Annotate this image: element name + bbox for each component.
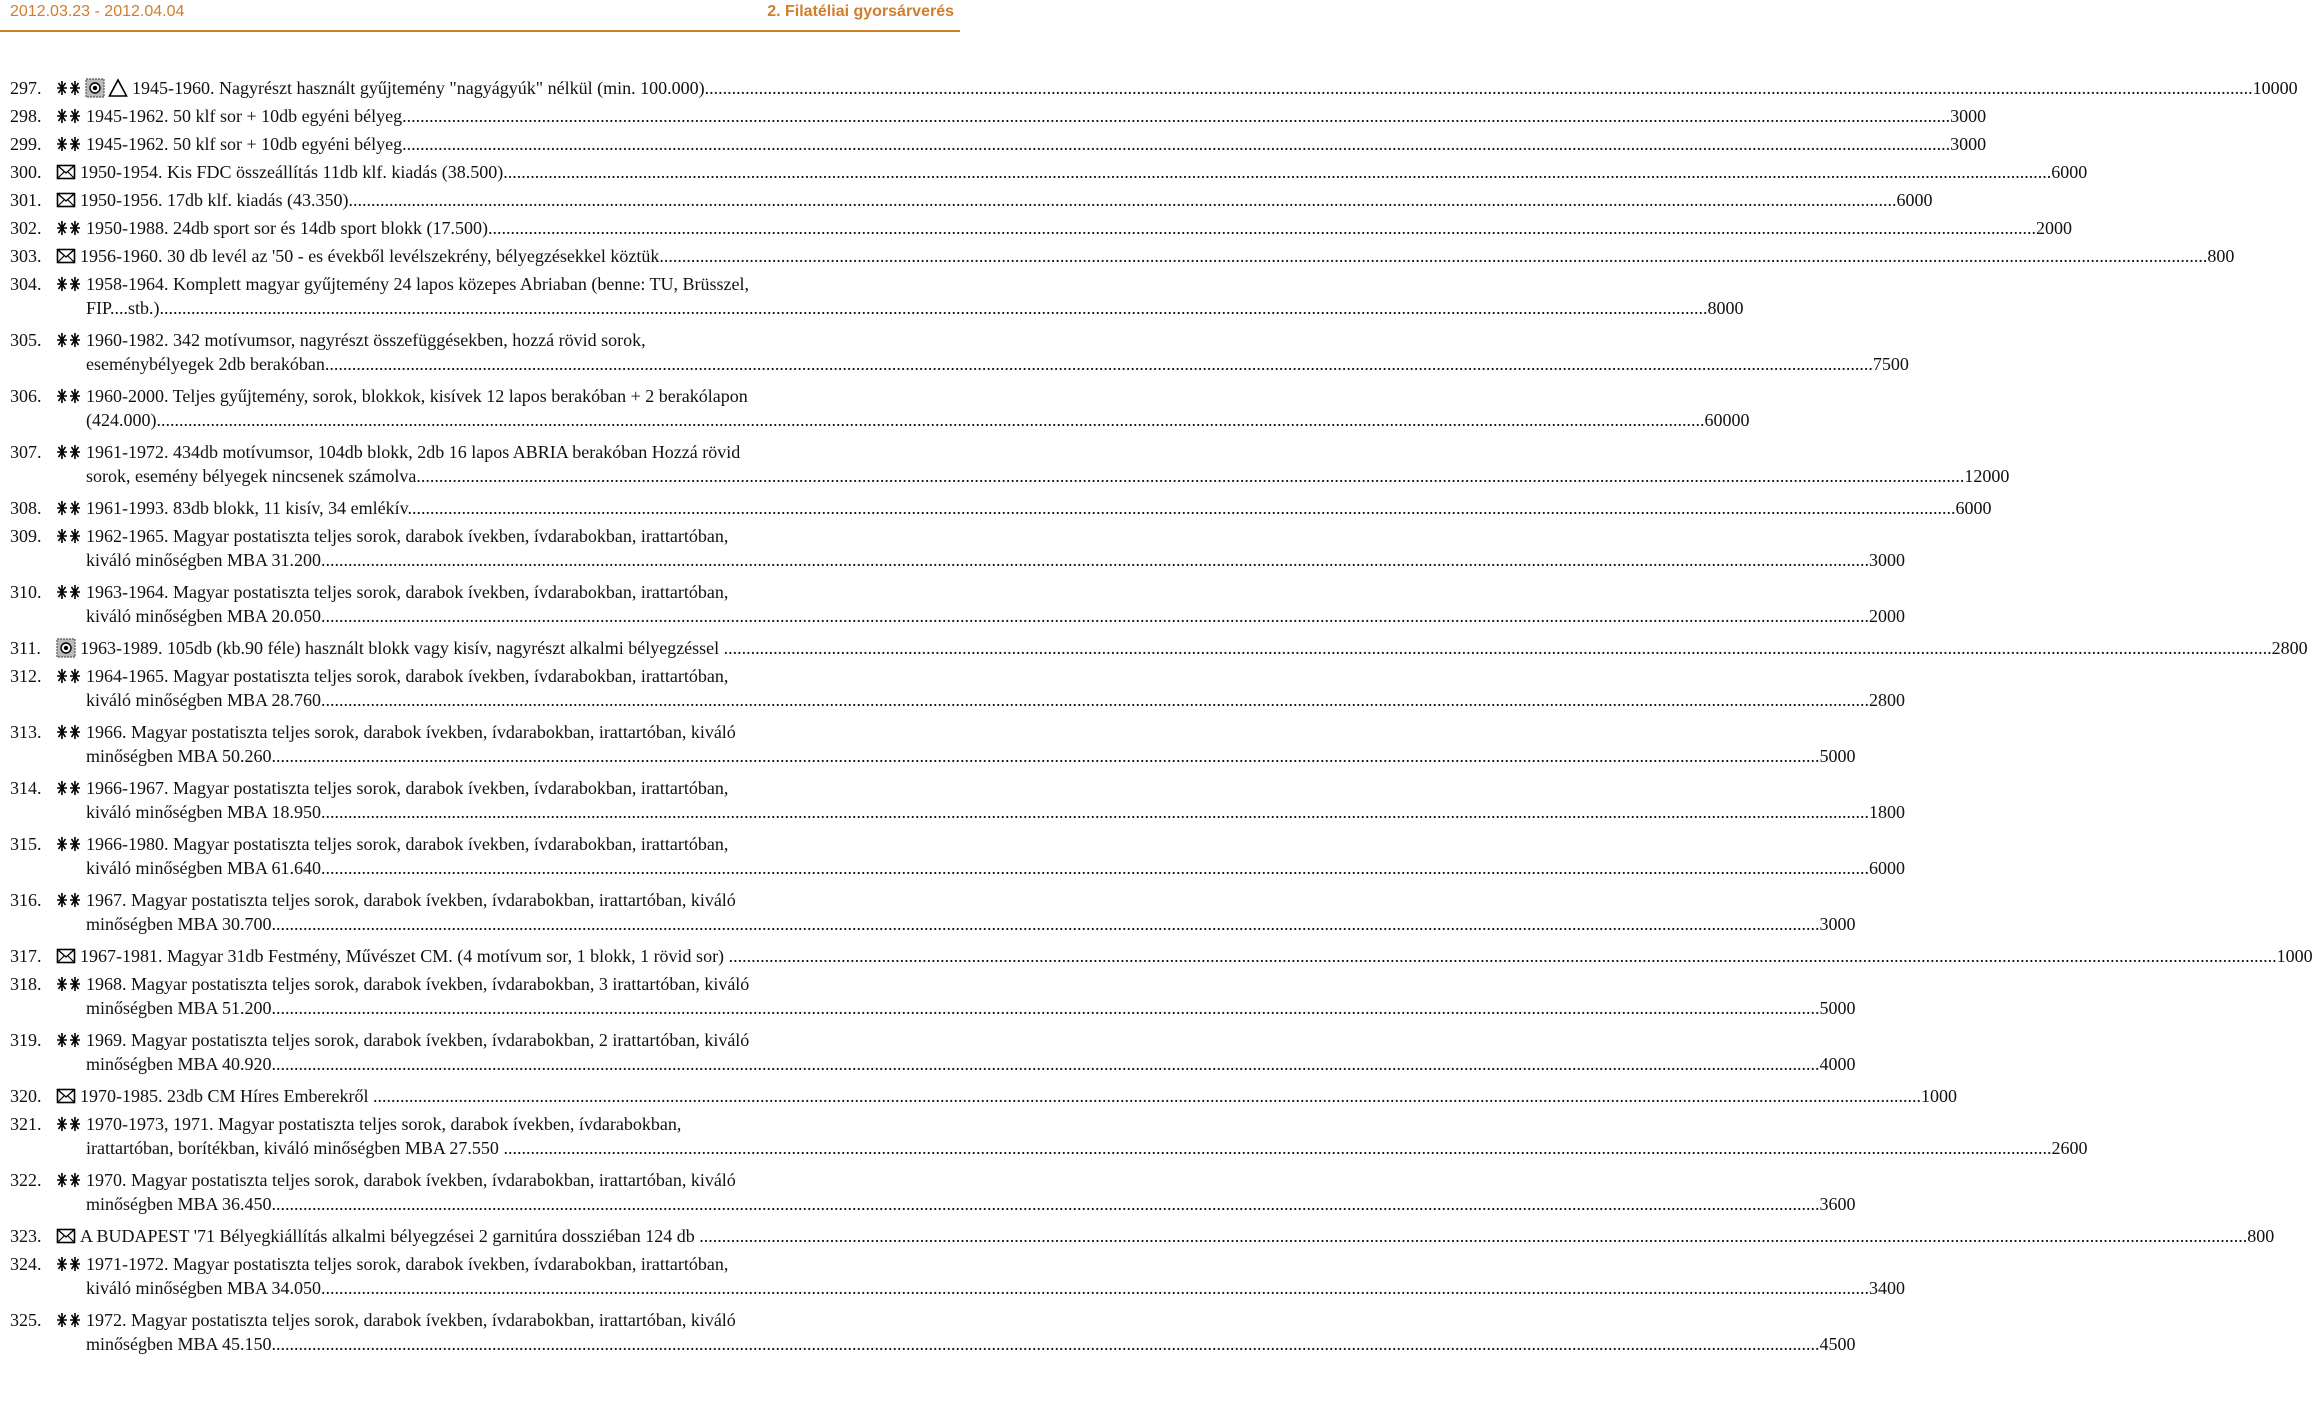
lot-condition-icons	[54, 832, 82, 856]
lot-description	[80, 160, 2087, 184]
lot-description-line: 1969. Magyar postatiszta teljes sorok, darabok ívekben, ívdarabokban, 2 irattartóban, kiváló	[86, 1030, 750, 1050]
dot-leader	[321, 802, 1869, 822]
lot-item	[10, 1224, 2275, 1248]
lot-description-text: kiváló minőségben MBA 61.640	[86, 858, 321, 878]
lot-price-line	[80, 188, 1932, 212]
lot-number: 319.	[10, 1030, 42, 1050]
dot-leader	[272, 914, 1820, 934]
lot-item	[10, 1168, 1856, 1216]
lot-starting-price: 1800	[1869, 802, 1905, 822]
lot-condition-icons	[54, 76, 128, 100]
lot-description-text: minőségben MBA 36.450	[86, 1194, 272, 1214]
lot-description-text: minőségben MBA 45.150	[86, 1334, 272, 1354]
lot-number: 311.	[10, 638, 41, 658]
lot-item	[10, 1308, 1856, 1356]
dot-leader	[402, 106, 1950, 126]
lot-price-line	[86, 1276, 1905, 1300]
dot-leader	[321, 606, 1869, 626]
lot-item	[10, 104, 1987, 128]
lot-condition-icons	[54, 1168, 82, 1192]
lot-condition-icons	[54, 664, 82, 688]
lot-item	[10, 272, 1744, 320]
lot-price-line	[86, 856, 1905, 880]
lot-description	[80, 1224, 2274, 1248]
lot-price-line	[86, 744, 1856, 768]
lot-description-line: 1966-1980. Magyar postatiszta teljes sorok, darabok ívekben, ívdarabokban, irattartóban,	[86, 834, 729, 854]
lot-number: 298.	[10, 106, 42, 126]
mint-stamps-icon	[56, 134, 82, 154]
dot-leader	[272, 1194, 1820, 1214]
lot-description	[86, 888, 1856, 936]
lot-description	[80, 636, 2308, 660]
lot-description	[86, 216, 2072, 240]
lot-description-text: kiváló minőségben MBA 18.950	[86, 802, 321, 822]
lot-description	[80, 244, 2234, 268]
dot-leader	[272, 998, 1820, 1018]
lot-item	[10, 384, 1750, 432]
lot-description-text: minőségben MBA 30.700	[86, 914, 272, 934]
lot-starting-price: 5000	[1819, 998, 1856, 1018]
lot-price-line	[86, 496, 1991, 520]
lot-item	[10, 1028, 1856, 1076]
lot-starting-price: 800	[2207, 246, 2235, 266]
envelope-icon	[56, 946, 76, 966]
lot-number: 317.	[10, 946, 42, 966]
lot-starting-price: 2800	[1869, 690, 1905, 710]
lot-description	[86, 1308, 1856, 1356]
header-divider	[0, 30, 960, 32]
lot-number: 305.	[10, 330, 42, 350]
lot-item	[10, 776, 1905, 824]
lot-number: 323.	[10, 1226, 42, 1246]
dot-leader	[321, 550, 1869, 570]
lot-description	[86, 1168, 1856, 1216]
lot-starting-price: 4000	[1819, 1054, 1856, 1074]
lot-description-text: kiváló minőségben MBA 31.200	[86, 550, 321, 570]
lot-description-text: (424.000)	[86, 410, 157, 430]
lot-item	[10, 720, 1856, 768]
lot-number: 318.	[10, 974, 42, 994]
lot-condition-icons	[54, 524, 82, 548]
mint-stamps-icon	[56, 1254, 82, 1274]
mint-stamps-icon	[56, 1114, 82, 1134]
lot-description-line: 1964-1965. Magyar postatiszta teljes sorok, darabok ívekben, ívdarabokban, irattartóban,	[86, 666, 729, 686]
lot-description	[86, 524, 1905, 572]
lot-description	[86, 1028, 1856, 1076]
lot-starting-price: 1000	[2276, 946, 2313, 966]
dot-leader	[659, 246, 2207, 266]
lot-condition-icons	[54, 636, 76, 660]
dot-leader	[272, 1054, 1820, 1074]
mint-stamps-icon	[56, 666, 82, 686]
dot-leader	[325, 354, 1873, 374]
cancelled-stamp-icon	[85, 78, 105, 98]
mint-stamps-icon	[56, 442, 82, 462]
lot-condition-icons	[54, 496, 82, 520]
lot-price-line	[86, 996, 1856, 1020]
lot-description	[86, 328, 1909, 376]
lot-description-text: 1967-1981. Magyar 31db Festmény, Művészet CM. (4 motívum sor, 1 blokk, 1 rövid sor)	[80, 946, 729, 966]
lot-description-text: 1950-1954. Kis FDC összeállítás 11db klf. kiadás (38.500)	[80, 162, 504, 182]
dot-leader	[321, 690, 1869, 710]
lot-starting-price: 2000	[2035, 218, 2072, 238]
lot-starting-price: 5000	[1819, 746, 1856, 766]
lot-price-line	[80, 1084, 1957, 1108]
lot-number: 310.	[10, 582, 42, 602]
lot-price-line	[132, 76, 2298, 100]
mint-stamps-icon	[56, 1310, 82, 1330]
lot-description	[86, 104, 1986, 128]
lot-description	[86, 972, 1856, 1020]
mint-stamps-icon	[56, 1170, 82, 1190]
lot-item	[10, 328, 1909, 376]
lot-price-line	[86, 1052, 1856, 1076]
lot-description-text: 1970-1985. 23db CM Híres Emberekről	[80, 1086, 373, 1106]
envelope-icon	[56, 246, 76, 266]
section-title: 2. Filatéliai gyorsárverés	[767, 3, 954, 20]
lot-starting-price: 1000	[1920, 1086, 1957, 1106]
lot-item	[10, 944, 2313, 968]
lot-number: 313.	[10, 722, 42, 742]
mint-stamps-icon	[56, 218, 82, 238]
dot-leader	[416, 466, 1964, 486]
lot-item	[10, 1084, 1957, 1108]
lot-number: 309.	[10, 526, 42, 546]
lot-price-line	[80, 244, 2234, 268]
lot-description-text: 1961-1993. 83db blokk, 11 kisív, 34 emlékív	[86, 498, 408, 518]
lot-price-line	[86, 800, 1905, 824]
lot-description-line: 1962-1965. Magyar postatiszta teljes sorok, darabok ívekben, ívdarabokban, irattartóban,	[86, 526, 729, 546]
lot-condition-icons	[54, 272, 82, 296]
lot-description	[80, 188, 1932, 212]
lot-condition-icons	[54, 384, 82, 408]
lot-description	[80, 944, 2313, 968]
lot-item	[10, 216, 2072, 240]
dot-leader	[488, 218, 2036, 238]
lot-number: 324.	[10, 1254, 42, 1274]
lot-price-line	[86, 912, 1856, 936]
lot-description-text: minőségben MBA 51.200	[86, 998, 272, 1018]
lot-condition-icons	[54, 160, 76, 184]
mint-stamps-icon	[56, 106, 82, 126]
lot-list	[10, 76, 2313, 1364]
lot-number: 312.	[10, 666, 42, 686]
lot-starting-price: 7500	[1872, 354, 1909, 374]
lot-starting-price: 6000	[2051, 162, 2088, 182]
mint-stamps-icon	[56, 722, 82, 742]
lot-starting-price: 2800	[2271, 638, 2308, 658]
lot-description-text: minőségben MBA 40.920	[86, 1054, 272, 1074]
lot-description-line: 1967. Magyar postatiszta teljes sorok, darabok ívekben, ívdarabokban, irattartóban, kiváló	[86, 890, 736, 910]
mint-stamps-icon	[56, 834, 82, 854]
lot-description	[86, 272, 1744, 320]
lot-number: 315.	[10, 834, 42, 854]
lot-starting-price: 6000	[1869, 858, 1905, 878]
lot-description	[132, 76, 2298, 100]
lot-starting-price: 12000	[1964, 466, 2010, 486]
dot-leader	[321, 1278, 1869, 1298]
lot-price-line	[86, 1332, 1856, 1356]
lot-description-line: 1963-1964. Magyar postatiszta teljes sorok, darabok ívekben, ívdarabokban, irattartóban,	[86, 582, 729, 602]
lot-description	[86, 776, 1905, 824]
lot-price-line	[86, 688, 1905, 712]
lot-number: 325.	[10, 1310, 42, 1330]
lot-number: 303.	[10, 246, 42, 266]
dot-leader	[348, 190, 1896, 210]
lot-description-line: 1966. Magyar postatiszta teljes sorok, darabok ívekben, ívdarabokban, irattartóban, kiváló	[86, 722, 736, 742]
lot-description-text: FIP....stb.)	[86, 298, 160, 318]
dot-leader	[272, 746, 1820, 766]
envelope-icon	[56, 190, 76, 210]
dot-leader	[724, 638, 2272, 658]
lot-item	[10, 76, 2298, 100]
lot-number: 299.	[10, 134, 42, 154]
lot-condition-icons	[54, 328, 82, 352]
lot-starting-price: 3400	[1869, 1278, 1905, 1298]
lot-starting-price: 10000	[2252, 78, 2298, 98]
lot-price-line	[86, 548, 1905, 572]
dot-leader	[373, 1086, 1921, 1106]
dot-leader	[321, 858, 1869, 878]
lot-number: 321.	[10, 1114, 42, 1134]
lot-starting-price: 3000	[1869, 550, 1905, 570]
lot-description	[86, 580, 1905, 628]
lot-item	[10, 160, 2088, 184]
lot-condition-icons	[54, 132, 82, 156]
lot-price-line	[86, 464, 2009, 488]
lot-starting-price: 2600	[2051, 1138, 2088, 1158]
lot-description-text: kiváló minőségben MBA 34.050	[86, 1278, 321, 1298]
lot-starting-price: 800	[2247, 1226, 2275, 1246]
lot-description-line: 1970-1973, 1971. Magyar postatiszta teljes sorok, darabok ívekben, ívdarabokban,	[86, 1114, 682, 1134]
lot-starting-price: 3600	[1819, 1194, 1856, 1214]
lot-description-text: 1956-1960. 30 db levél az '50 - es évekből levélszekrény, bélyegzésekkel köztük	[80, 246, 660, 266]
lot-description-text: 1950-1956. 17db klf. kiadás (43.350)	[80, 190, 349, 210]
cancelled-stamp-icon	[56, 638, 76, 658]
lot-description	[86, 1112, 2087, 1160]
lot-number: 316.	[10, 890, 42, 910]
lot-description-text: A BUDAPEST '71 Bélyegkiállítás alkalmi bélyegzései 2 garnitúra dossziéban 124 db	[80, 1226, 700, 1246]
lot-condition-icons	[54, 1112, 82, 1136]
mint-stamps-icon	[56, 78, 82, 98]
lot-number: 322.	[10, 1170, 42, 1190]
lot-price-line	[80, 636, 2308, 660]
lot-description	[86, 720, 1856, 768]
lot-condition-icons	[54, 1028, 82, 1052]
dot-leader	[407, 498, 1955, 518]
lot-price-line	[86, 1192, 1856, 1216]
lot-price-line	[86, 104, 1986, 128]
dot-leader	[699, 1226, 2247, 1246]
lot-condition-icons	[54, 244, 76, 268]
lot-item	[10, 888, 1856, 936]
lot-starting-price: 3000	[1950, 106, 1987, 126]
lot-description-text: 1963-1989. 105db (kb.90 féle) használt blokk vagy kisív, nagyrészt alkalmi bélyegzéssel	[80, 638, 724, 658]
lot-item	[10, 524, 1905, 572]
lot-item	[10, 1252, 1905, 1300]
lot-item	[10, 972, 1856, 1020]
dot-leader	[503, 162, 2051, 182]
lot-description-line: 1958-1964. Komplett magyar gyűjtemény 24 lapos közepes Abriaban (benne: TU, Brüsszel,	[86, 274, 750, 294]
lot-number: 297.	[10, 78, 42, 98]
lot-price-line	[86, 604, 1905, 628]
lot-item	[10, 440, 2010, 488]
lot-price-line	[86, 216, 2072, 240]
lot-description-line: 1966-1967. Magyar postatiszta teljes sorok, darabok ívekben, ívdarabokban, irattartóban,	[86, 778, 729, 798]
lot-starting-price: 3000	[1950, 134, 1987, 154]
envelope-icon	[56, 1226, 76, 1246]
lot-starting-price: 4500	[1819, 1334, 1856, 1354]
lot-number: 306.	[10, 386, 42, 406]
dot-leader	[157, 410, 1705, 430]
lot-item	[10, 832, 1905, 880]
dot-leader	[272, 1334, 1820, 1354]
mint-stamps-icon	[56, 386, 82, 406]
lot-condition-icons	[54, 188, 76, 212]
lot-number: 314.	[10, 778, 42, 798]
lot-price-line	[86, 296, 1744, 320]
envelope-icon	[56, 162, 76, 182]
lot-condition-icons	[54, 944, 76, 968]
mint-stamps-icon	[56, 330, 82, 350]
lot-price-line	[86, 352, 1909, 376]
lot-item	[10, 244, 2235, 268]
lot-description-text: 1945-1960. Nagyrészt használt gyűjtemény "nagyágyúk" nélkül (min. 100.000)	[132, 78, 705, 98]
lot-description-line: 1968. Magyar postatiszta teljes sorok, darabok ívekben, ívdarabokban, 3 irattartóban, kiváló	[86, 974, 750, 994]
lot-description-text: irattartóban, borítékban, kiváló minőségben MBA 27.550	[86, 1138, 504, 1158]
lot-condition-icons	[54, 1252, 82, 1276]
mint-stamps-icon	[56, 526, 82, 546]
lot-item	[10, 664, 1905, 712]
auction-date-range: 2012.03.23 - 2012.04.04	[10, 3, 185, 20]
lot-item	[10, 580, 1905, 628]
lot-description-text: 1945-1962. 50 klf sor + 10db egyéni bélyeg	[86, 134, 403, 154]
lot-condition-icons	[54, 720, 82, 744]
mint-stamps-icon	[56, 582, 82, 602]
dot-leader	[402, 134, 1950, 154]
lot-condition-icons	[54, 972, 82, 996]
lot-starting-price: 6000	[1896, 190, 1933, 210]
lot-price-line	[86, 132, 1986, 156]
lot-condition-icons	[54, 104, 82, 128]
lot-description-text: 1945-1962. 50 klf sor + 10db egyéni bélyeg	[86, 106, 403, 126]
lot-description-line: 1970. Magyar postatiszta teljes sorok, darabok ívekben, ívdarabokban, irattartóban, kiváló	[86, 1170, 736, 1190]
lot-description-text: kiváló minőségben MBA 28.760	[86, 690, 321, 710]
lot-description	[86, 664, 1905, 712]
dot-leader	[729, 946, 2277, 966]
lot-description-line: 1960-2000. Teljes gyűjtemény, sorok, blokkok, kisívek 12 lapos berakóban + 2 berakólapon	[86, 386, 748, 406]
lot-starting-price: 8000	[1707, 298, 1744, 318]
lot-description	[86, 496, 1991, 520]
lot-number: 301.	[10, 190, 42, 210]
lot-number: 320.	[10, 1086, 42, 1106]
mint-stamps-icon	[56, 890, 82, 910]
mint-stamps-icon	[56, 974, 82, 994]
lot-description-line: 1961-1972. 434db motívumsor, 104db blokk, 2db 16 lapos ABRIA berakóban Hozzá rövid	[86, 442, 741, 462]
mint-stamps-icon	[56, 274, 82, 294]
lot-number: 300.	[10, 162, 42, 182]
lot-starting-price: 3000	[1819, 914, 1856, 934]
lot-condition-icons	[54, 1308, 82, 1332]
lot-starting-price: 60000	[1704, 410, 1750, 430]
lot-item	[10, 132, 1987, 156]
lot-description-line: 1971-1972. Magyar postatiszta teljes sorok, darabok ívekben, ívdarabokban, irattartóban,	[86, 1254, 729, 1274]
lot-description-text: eseménybélyegek 2db berakóban	[86, 354, 325, 374]
lot-description	[80, 1084, 1957, 1108]
lot-condition-icons	[54, 216, 82, 240]
lot-description-text: sorok, esemény bélyegek nincsenek számolva	[86, 466, 417, 486]
lot-condition-icons	[54, 580, 82, 604]
envelope-icon	[56, 1086, 76, 1106]
used-stamp-icon	[108, 78, 128, 98]
lot-number: 304.	[10, 274, 42, 294]
mint-stamps-icon	[56, 498, 82, 518]
lot-starting-price: 6000	[1955, 498, 1992, 518]
lot-condition-icons	[54, 1084, 76, 1108]
lot-description	[86, 832, 1905, 880]
lot-description	[86, 440, 2009, 488]
lot-condition-icons	[54, 1224, 76, 1248]
dot-leader	[705, 78, 2253, 98]
lot-description	[86, 384, 1750, 432]
lot-price-line	[80, 1224, 2274, 1248]
lot-price-line	[80, 160, 2087, 184]
page-header	[0, 0, 960, 30]
lot-item	[10, 636, 2308, 660]
dot-leader	[503, 1138, 2051, 1158]
lot-item	[10, 496, 1992, 520]
lot-price-line	[86, 1136, 2087, 1160]
dot-leader	[160, 298, 1708, 318]
lot-description	[86, 1252, 1905, 1300]
lot-price-line	[86, 408, 1750, 432]
lot-price-line	[80, 944, 2313, 968]
lot-description-line: 1972. Magyar postatiszta teljes sorok, darabok ívekben, ívdarabokban, irattartóban, kiváló	[86, 1310, 736, 1330]
lot-condition-icons	[54, 888, 82, 912]
lot-item	[10, 1112, 2088, 1160]
lot-description-text: kiváló minőségben MBA 20.050	[86, 606, 321, 626]
lot-condition-icons	[54, 440, 82, 464]
lot-description-line: 1960-1982. 342 motívumsor, nagyrészt összefüggésekben, hozzá rövid sorok,	[86, 330, 646, 350]
lot-number: 302.	[10, 218, 42, 238]
lot-number: 308.	[10, 498, 42, 518]
lot-condition-icons	[54, 776, 82, 800]
mint-stamps-icon	[56, 778, 82, 798]
lot-description-text: minőségben MBA 50.260	[86, 746, 272, 766]
lot-starting-price: 2000	[1869, 606, 1905, 626]
lot-description	[86, 132, 1986, 156]
lot-number: 307.	[10, 442, 42, 462]
lot-item	[10, 188, 1933, 212]
lot-description-text: 1950-1988. 24db sport sor és 14db sport blokk (17.500)	[86, 218, 488, 238]
mint-stamps-icon	[56, 1030, 82, 1050]
